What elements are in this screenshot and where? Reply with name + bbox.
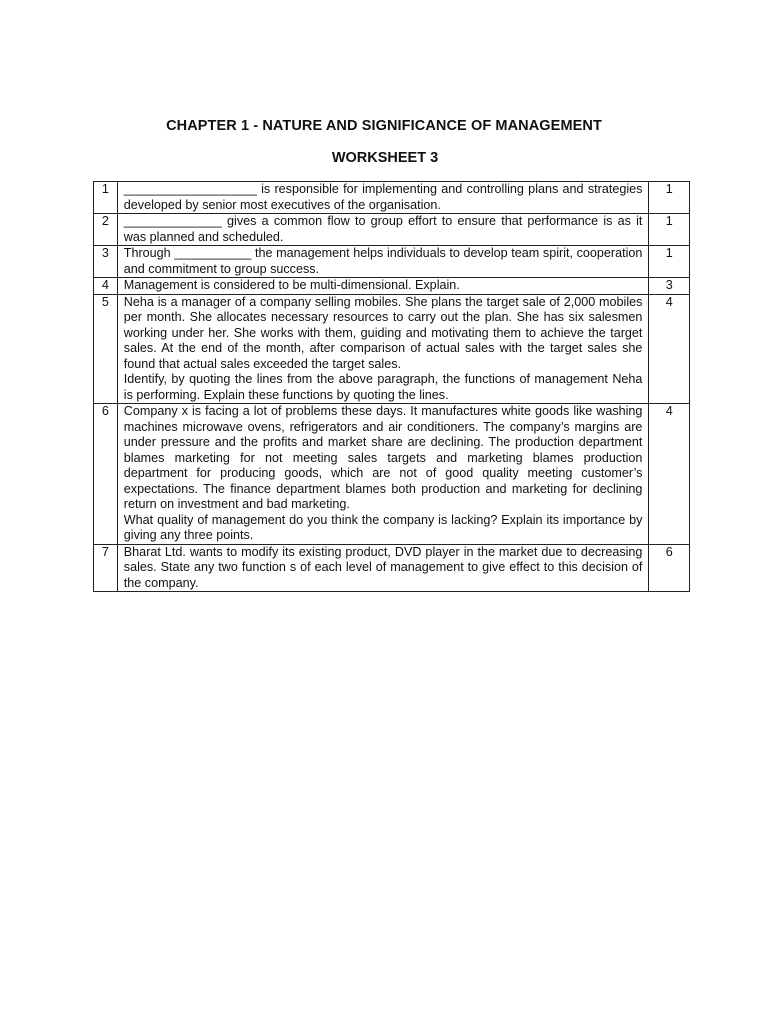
question-row [94,404,690,545]
question-number: 6 [94,404,118,545]
question-number: 2 [94,214,118,246]
question-text [117,182,649,214]
question-marks: 3 [649,278,690,295]
page-title: CHAPTER 1 - NATURE AND SIGNIFICANCE OF MANAGEMENT [166,118,602,134]
question-paragraph: Management is considered to be multi-dimensional. Explain. [123,278,460,292]
question-marks: 4 [649,404,690,545]
question-marks: 4 [649,294,690,404]
question-text [117,278,649,295]
question-text [117,246,649,278]
question-text [117,404,649,545]
question-number: 1 [94,182,118,214]
question-number: 7 [94,544,118,592]
question-row [94,294,690,404]
question-row [94,246,690,278]
question-number: 5 [94,294,118,404]
question-marks: 1 [649,246,690,278]
question-paragraph: Company x is facing a lot of problems these days. It manufactures white goods like washing machines microwave ovens, refrigerators and air conditioners. The company’s margins are under pressure and the profits and market share are declining. The production department blames marketing for not meeting sales targets and marketing blames production department for producing goods, which are not of good quality meeting customer’s expectations. The finance department blames both production and marketing for declining return on investment and bad marketing. [123,404,643,511]
question-paragraph: Through ___________ the management helps individuals to develop team spirit, cooperation and commitment to group success. [123,246,643,276]
question-row [94,182,690,214]
question-number: 3 [94,246,118,278]
question-paragraph: Bharat Ltd. wants to modify its existing product, DVD player in the market due to decreasing sales. State any two function s of each level of management to give effect to this decision of the company. [123,544,643,590]
question-paragraph: ______________ gives a common flow to group effort to ensure that performance is as it was planned and scheduled. [123,214,643,244]
question-row [94,214,690,246]
question-text [117,294,649,404]
question-paragraph: What quality of management do you think the company is lacking? Explain its importance by giving any three points. [123,512,643,542]
question-paragraph: Neha is a manager of a company selling mobiles. She plans the target sale of 2,000 mobiles per month. She allocates necessary resources to carry out the plan. She has six salesmen working under her. She works with them, guiding and motivating them to achieve the target sales. At the end of the month, after comparison of actual sales with the target sales she found that actual sales exceeded the target sales. [123,294,643,371]
question-row [94,544,690,592]
worksheet-subtitle: WORKSHEET 3 [331,150,439,166]
question-marks: 1 [649,182,690,214]
question-number: 4 [94,278,118,295]
question-marks: 6 [649,544,690,592]
question-text [117,544,649,592]
question-paragraph: Identify, by quoting the lines from the above paragraph, the functions of management Neha is performing. Explain these functions by quoting the lines. [123,372,643,402]
question-marks: 1 [649,214,690,246]
questions-table [93,181,690,592]
question-paragraph: ___________________ is responsible for implementing and controlling plans and strategies developed by senior most executives of the organisation. [123,182,643,212]
question-text [117,214,649,246]
question-row [94,278,690,295]
